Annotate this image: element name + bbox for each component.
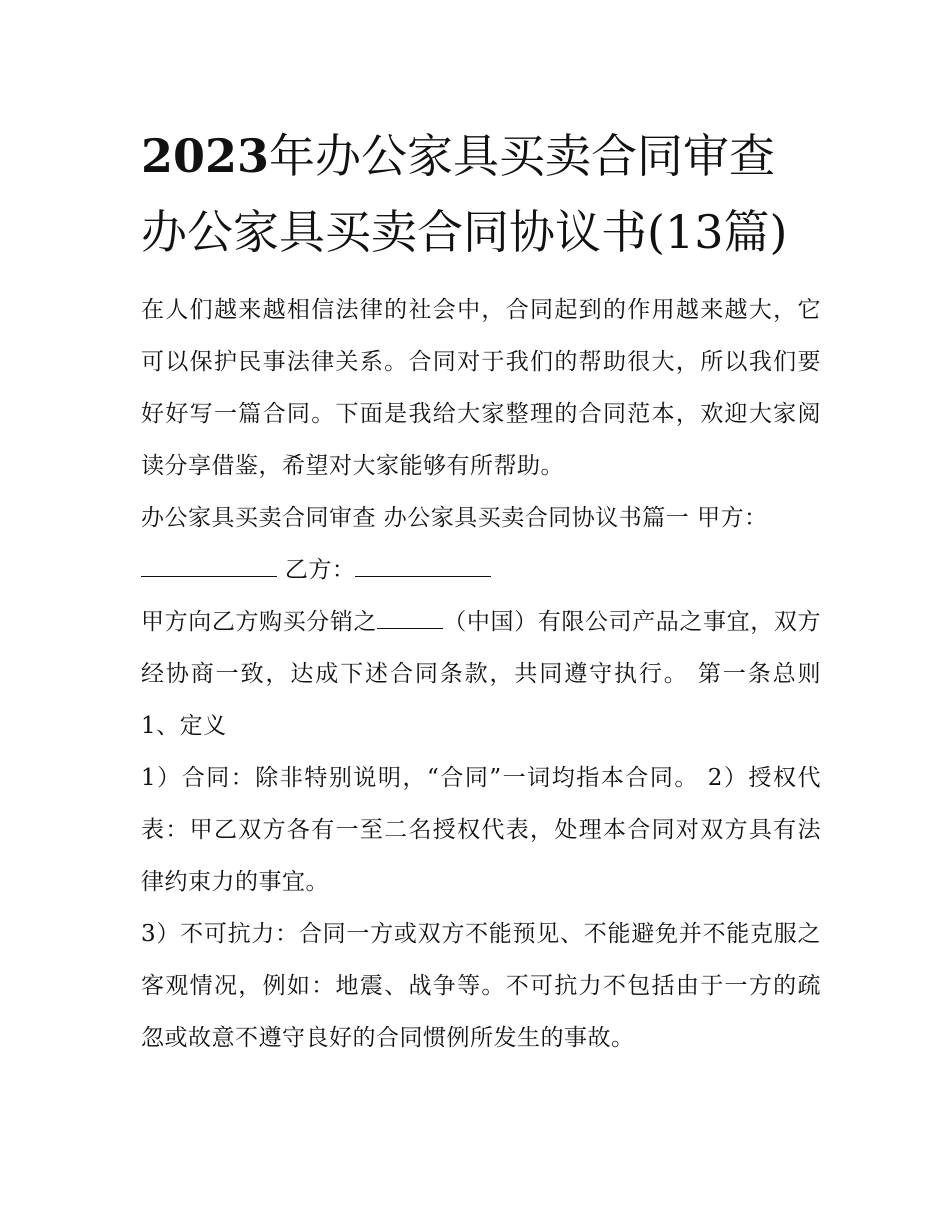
party-b-blank [355,553,491,577]
purchase-text-after: （中国）有限公司产品之事宜，双方经协商一致，达成下述合同条款，共同遵守执行。 第一条总则 1、定义 [141,609,822,739]
purchase-text-before: 甲方向乙方购买分销之 [141,609,378,635]
party-a-blank [141,553,277,577]
document-page [141,118,821,1064]
party-b-label: 乙方： [284,557,356,583]
section-heading: 办公家具买卖合同审查 办公家具买卖合同协议书篇一 甲方： [141,505,768,531]
title-year: 2023 [141,129,270,183]
parties-line [141,544,821,596]
document-title [141,118,821,270]
company-blank [377,605,443,629]
clause-3-paragraph: 3）不可抗力：合同一方或双方不能预见、不能避免并不能克服之客观情况，例如：地震、战争等。不可抗力不包括由于一方的疏忽或故意不遵守良好的合同惯例所发生的事故。 [141,921,821,1051]
purchase-paragraph [141,596,821,752]
clause-1-2-paragraph: 1）合同：除非特别说明，“合同”一词均指本合同。 2）授权代表：甲乙双方各有一至二名授权代表，处理本合同对双方具有法律约束力的事宜。 [141,765,821,895]
intro-paragraph: 在人们越来越相信法律的社会中，合同起到的作用越来越大，它可以保护民事法律关系。合同对于我们的帮助很大，所以我们要好好写一篇合同。下面是我给大家整理的合同范本，欢迎大家阅读分享借鉴，希望对大家能够有所帮助。 [141,297,821,479]
title-text: 年办公家具买卖合同审查办公家具买卖合同协议书(13篇) [141,129,788,259]
